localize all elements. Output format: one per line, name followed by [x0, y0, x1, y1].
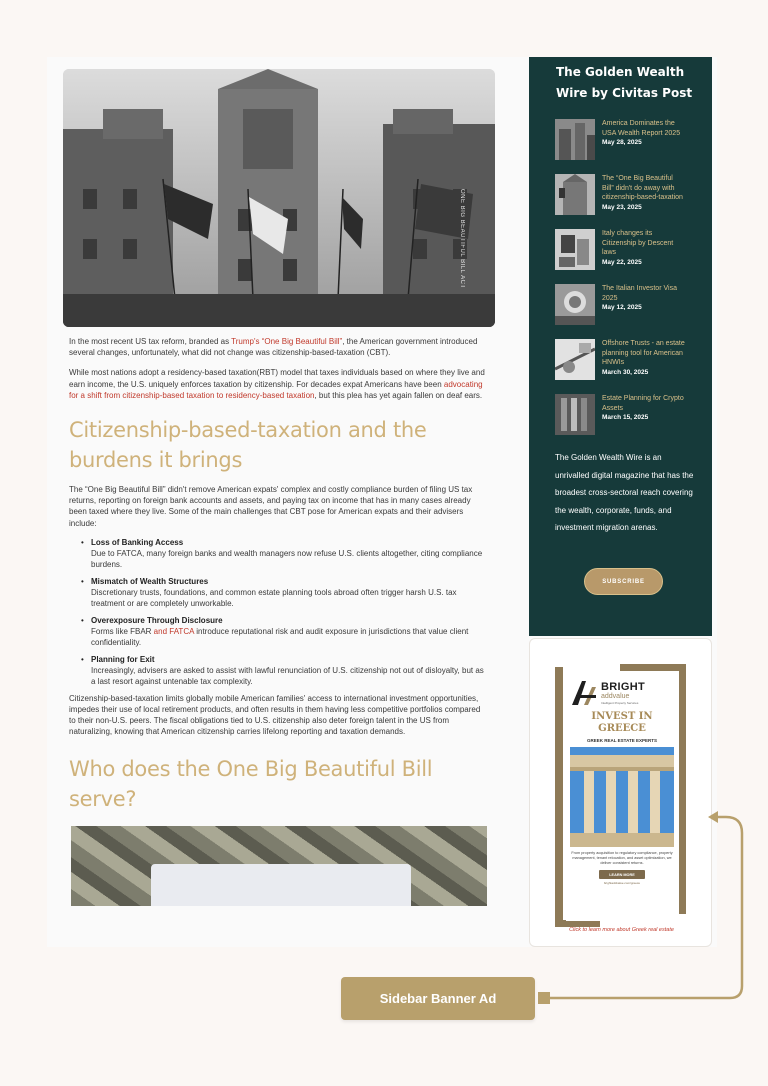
fatca-link[interactable]: and FATCA	[153, 626, 194, 636]
ad-headline: INVEST IN GREECE	[591, 711, 653, 734]
post-title-link[interactable]: The “One Big Beautiful Bill” didn't do away with citizenship-based-taxation	[602, 175, 683, 202]
ad-subheadline: GREEK REAL ESTATE EXPERTS	[586, 738, 657, 743]
post-title-link[interactable]: Offshore Trusts - an estate planning tool for American HNWIs	[602, 340, 685, 367]
rbt-advocacy-link[interactable]: advocating for a shift from citizenship-based taxation to residency-based taxation	[69, 379, 483, 400]
challenge-title: • Planning for Exit	[91, 654, 155, 664]
ad-url[interactable]: brightaddvalue.com/greece	[603, 881, 641, 885]
intro-2-text-b: , but this plea has yet again fallen on deaf ears.	[314, 390, 483, 400]
sidebar-description: The Golden Wealth Wire is an unrivalled digital magazine that has the broadest cross-sectoral reach covering the wealth, corporate, funds, and investment migration arenas.	[555, 453, 694, 532]
post-title-link[interactable]: Italy changes its Citizenship by Descent laws	[602, 230, 674, 257]
post-title-link[interactable]: Estate Planning for Crypto Assets	[602, 395, 684, 412]
post-date: March 15, 2025	[602, 414, 649, 422]
ad-caption-link[interactable]: Click to learn more about Greek real estate	[569, 927, 674, 933]
sidebar-title: The Golden Wealth Wire by Civitas Post	[556, 65, 693, 100]
post-title-link[interactable]: The Italian Investor Visa 2025	[602, 285, 677, 302]
section-heading-who-serves: Who does the One Big Beautiful Bill serve?	[69, 756, 433, 811]
section-heading-cbt: Citizenship-based-taxation and the burdens it brings	[69, 418, 427, 473]
subscribe-button[interactable]: SUBSCRIBE	[584, 568, 663, 595]
post-date: May 22, 2025	[602, 258, 642, 266]
post-date: May 23, 2025	[602, 203, 642, 211]
challenge-text: introduce reputational risk and audit exposure in jurisdictions that value client confidentiality.	[91, 626, 469, 647]
intro-1-text-a: In the most recent US tax reform, branded as	[69, 337, 232, 346]
challenge-title: • Loss of Banking Access	[91, 537, 184, 547]
challenge-title: • Overexposure Through Disclosure	[91, 615, 223, 625]
one-big-beautiful-bill-link[interactable]: Trump's “One Big Beautiful Bill”	[231, 337, 343, 346]
challenge-title: • Mismatch of Wealth Structures	[91, 576, 209, 586]
intro-1-text-b: , the American government introduced several changes, unfortunately, what did not change was citizenship-based-taxation (CBT).	[69, 337, 478, 358]
cbt-limits-paragraph: Citizenship-based-taxation limits globally mobile American families' access to international investment opportunities, impedes their use of local retirement products, and often results in them having less competitive portfolios compared to their non-U.S. peers. The fiscal obligations tied to U.S. citizenship also deter foreign talent in the US from naturalizing, knowing that American citizenship carries lifelong reporting and taxation demands.	[69, 693, 481, 737]
sidebar-banner-ad-callout: Sidebar Banner Ad	[341, 977, 535, 1020]
post-date: March 30, 2025	[602, 368, 649, 376]
ad-copy: From property acquisition to regulatory compliance, property management, tenant relocation, and asset optimization, we deliver consistent returns.	[571, 851, 673, 865]
intro-2-text-a: While most nations adopt a residency-based taxation(RBT) model that taxes individuals based on where they live and earn income, the U.S. uniquely enforces taxation by citizenship. For decades expat Americans have been	[69, 368, 485, 389]
challenge-text: Increasingly, advisers are asked to assist with lawful renunciation of U.S. citizenship not out of disloyalty, but as a last resort against untenable tax complexity.	[91, 665, 484, 686]
hero-watermark: ONE BIG BEAUTIFUL BILL ACT	[459, 189, 465, 289]
ad-brand-name: BRIGHT	[601, 680, 645, 693]
post-date: May 12, 2025	[602, 304, 642, 312]
ad-learn-more-button[interactable]: LEARN MORE	[599, 870, 645, 879]
ad-brand-tag: Intelligent Property Services	[601, 700, 639, 705]
ad-brand-sub: addvalue	[601, 692, 630, 700]
post-title-link[interactable]: America Dominates the USA Wealth Report 2025	[602, 120, 681, 137]
challenge-text: Forms like FBAR	[91, 626, 154, 636]
cbt-paragraph: The “One Big Beautiful Bill” didn't remove American expats' complex and costly compliance burden of filing US tax returns, reporting on foreign bank accounts and assets, and paying tax on income that has in many cases already been taxed where they live. Some of the main challenges that CBT pose for American expats and their advisers include:	[69, 485, 473, 528]
post-date: May 28, 2025	[602, 139, 642, 147]
challenge-text: Discretionary trusts, foundations, and common estate planning tools abroad often trigger harsh U.S. tax treatment or are completely unworkable.	[91, 587, 457, 608]
challenge-text: Due to FATCA, many foreign banks and wealth managers now refuse U.S. clients altogether, citing compliance burdens.	[91, 548, 483, 569]
